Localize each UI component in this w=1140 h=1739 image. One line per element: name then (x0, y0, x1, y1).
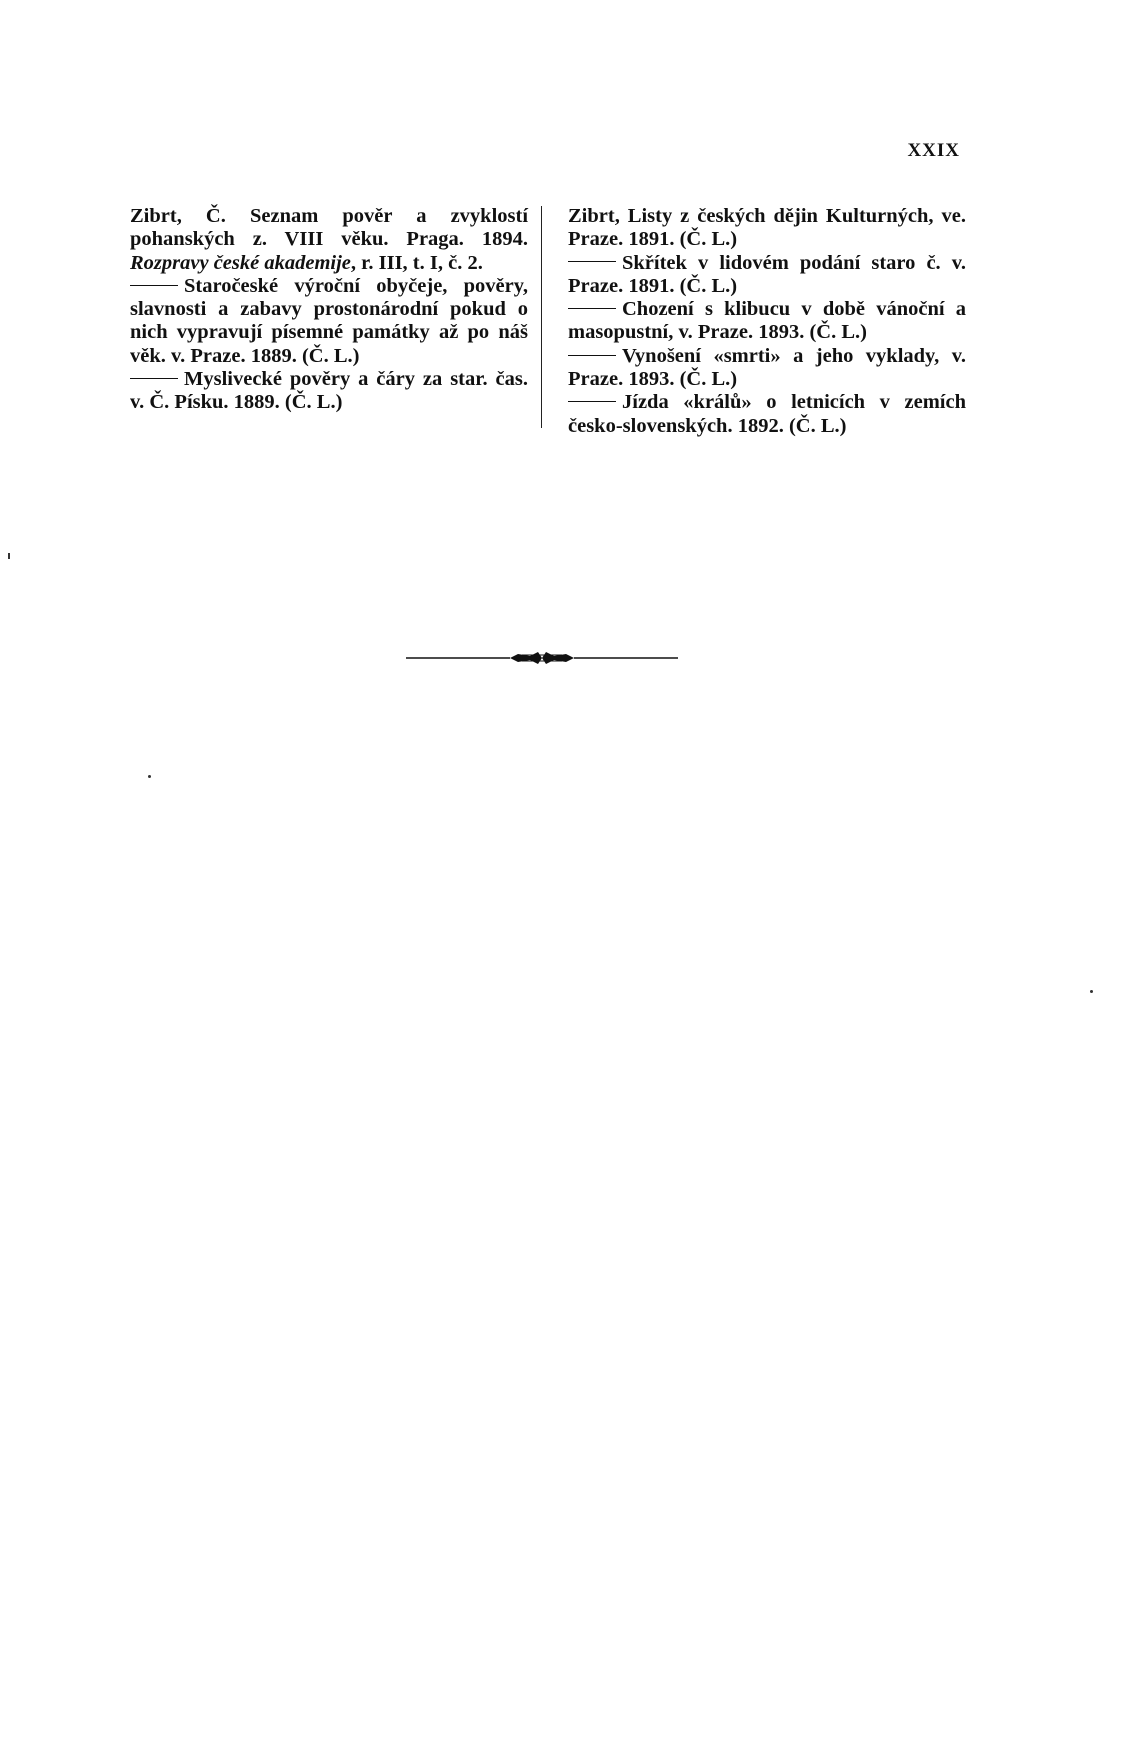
ditto-dash (130, 285, 178, 286)
ditto-dash (130, 378, 178, 379)
print-speck (1090, 990, 1093, 993)
entry-title: Jízda «králů» o letnicích v zemích česko-slovenských. 1892. (Č. L.) (568, 391, 966, 437)
entry-text (130, 275, 528, 368)
column-divider (541, 206, 542, 428)
entry-author: Zibrt, (568, 205, 620, 227)
entry-series-volume: r. III, t. I, č. 2. (361, 251, 483, 274)
ditto-dash (568, 308, 616, 309)
print-speck (8, 553, 10, 559)
entry-title: Vynošení «smrti» a jeho vyklady, v. Praze. 1893. (Č. L.) (568, 344, 966, 391)
decorative-rule-ornament-icon (406, 648, 678, 668)
bibliography-entry (130, 275, 528, 368)
bibliography-entry (568, 345, 966, 392)
bibliography-entry (130, 368, 528, 415)
ditto-dash (568, 401, 616, 402)
entry-text (130, 368, 528, 415)
page-number: XXIX (907, 140, 960, 161)
right-column (568, 205, 966, 438)
entry-title: Seznam pověr a zvyklostí pohanských z. VIII věku. Praga. 1894. (130, 205, 529, 251)
entry-text (568, 205, 966, 252)
entry-text (568, 298, 966, 345)
bibliography-entry (130, 205, 528, 275)
entry-title: Chození s klibucu v době vánoční a masopustní, v. Praze. 1893. (Č. L.) (568, 298, 966, 344)
entry-text (568, 252, 966, 299)
entry-title: Listy z českých dějin Kulturných, ve. Praze. 1891. (Č. L.) (568, 205, 966, 251)
bibliography-entry (568, 252, 966, 299)
bibliography-entry (568, 298, 966, 345)
bibliography-entry (568, 205, 966, 252)
entry-title: Myslivecké pověry a čáry za star. čas. v. Č. Písku. 1889. (Č. L.) (130, 368, 528, 414)
entry-series: Rozpravy české akademije (130, 251, 351, 274)
entry-title: Skřítek v lidovém podání staro č. v. Praze. 1891. (Č. L.) (568, 251, 966, 297)
entry-text: Zibrt, Č. Seznam pověr a zvyklostí pohanských z. VIII věku. Praga. 1894. Rozpravy české akademije, r. III, t. I, č. 2. (130, 205, 529, 274)
entry-text (568, 345, 966, 392)
entry-title: Staročeské výroční obyčeje, pověry, slavnosti a zabavy prostonárodní pokud o nich vypravují písemné památky až po náš věk. v. Praze. 1889. (Č. L.) (130, 274, 528, 367)
entry-text (568, 391, 966, 438)
left-column (130, 205, 528, 415)
bibliography-entry (568, 391, 966, 438)
ditto-dash (568, 355, 616, 356)
ditto-dash (568, 261, 616, 262)
print-speck (148, 775, 151, 778)
entry-author: Zibrt, Č. (130, 205, 226, 227)
